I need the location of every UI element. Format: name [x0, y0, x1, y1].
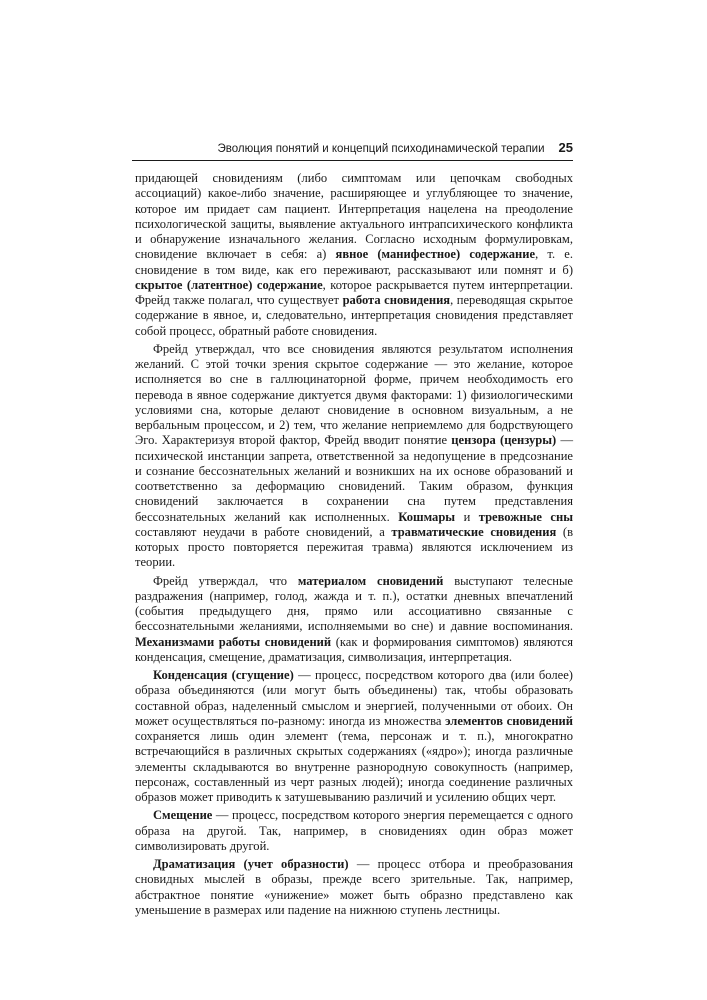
- page-body: [135, 171, 573, 921]
- running-header: [132, 140, 573, 161]
- text-run: придающей сновидениям (либо симптомам или цепочкам свободных ассоциаций) какое-либо значение, расширяющее и углубляющее то значение, которое им придает сам пациент. Интерпретация нацелена на преодоление психологической защиты, выявление актуального интрапсихического конфликта и обнаружение изначального желания. Согласно исходным формулировкам, сновидение включает в себя: а): [135, 171, 573, 262]
- paragraph-wish-fulfillment: [135, 342, 573, 571]
- text-run: (в которых просто повторяется пережитая травма) являются исключением из теории.: [135, 524, 573, 570]
- bold-term: тревожные сны: [478, 509, 574, 524]
- bold-term: Конденсация (сгущение): [153, 668, 294, 682]
- bold-term: материалом сновидений: [297, 573, 444, 588]
- text-run: — процесс отбора и преобразования сновидных мыслей в образы, прежде всего зрительные. Так, например, абстрактное понятие «унижение» может быть образно представлено как уменьшение в размерах или падение на нижнюю ступень лестницы.: [135, 857, 573, 917]
- paragraph-condensation: [135, 668, 573, 805]
- text-run: — процесс, посредством которого два (или более) образа объединяются (или могут быть объединены) так, чтобы образовать составной образ, наделенный смыслом и энергией, полученными от обоих. Он может осуществляться по-разному: иногда из множества: [135, 668, 573, 728]
- text-run: сохраняется лишь один элемент (тема, персонаж и т. п.), многократно встречающийся в различных скрытых содержаниях («ядро»); иногда различные элементы складываются во внутренне разнородную совокупность (например, персонаж, составленный из черт разных людей); иногда соединение различных образов может приводить к затушевыванию различий и усилению общих черт.: [135, 729, 573, 804]
- text-run: выступают телесные раздражения (например, голод, жажда и т. п.), остатки дневных впечатлений (события предыдущего дня, прямо или ассоциативно связанные с бессознательными желаниями, исполняемыми во сне) и давние воспоминания.: [135, 573, 573, 634]
- bold-term: Драматизация (учет образности): [153, 857, 349, 871]
- bold-term: Смещение: [153, 808, 213, 823]
- running-header-title: Эволюция понятий и концепций психодинамической терапии: [217, 143, 545, 155]
- text-run: (как и формирования симптомов) являются конденсация, смещение, драматизация, символизация, интерпретация.: [135, 634, 573, 664]
- paragraph-dream-material: [135, 574, 573, 666]
- bold-term: скрытое (латентное) содержание: [135, 277, 323, 292]
- bold-term: Кошмары: [398, 509, 456, 524]
- text-run: Фрейд утверждал, что: [153, 573, 298, 588]
- bold-term: работа сновидения: [342, 293, 451, 307]
- page-number: 25: [558, 140, 573, 155]
- text-run: , которое раскрывается путем интерпретации. Фрейд также полагал, что существует: [135, 277, 573, 307]
- text-run: составляют неудачи в работе сновидений, а: [135, 524, 392, 539]
- bold-term: травматические сновидения: [391, 524, 557, 539]
- text-run: — психической инстанции запрета, ответственной за недопущение в предсознание и сознание бессознательных желаний и возникших на их основе образований и соответственно за деформацию сновидений. Таким образом, функция сновидений заключается в сохранении сна путем представления бессознательных желаний как исполненных.: [135, 433, 574, 524]
- bold-term: элементов сновидений: [445, 713, 574, 728]
- paragraph-displacement: [135, 808, 573, 854]
- text-run: и: [455, 509, 479, 524]
- text-run: , переводящая скрытое содержание в явное, и, следовательно, интерпретация сновидения представляет собой процесс, обратный работе сновидения.: [135, 293, 573, 338]
- text-run: Фрейд утверждал, что все сновидения являются результатом исполнения желаний. С этой точки зрения скрытое содержание — это желание, которое исполняется во сне в галлюцинаторной форме, причем необходимость его перевода в явное содержание диктуется двумя факторами: 1) физиологическими условиями сна, которые делают сновидение в основном визуальным, а не вербальным процессом, и 2) тем, что желание неприемлемо для бодрствующего Эго. Характеризуя второй фактор, Фрейд вводит понятие: [135, 341, 573, 448]
- text-run: — процесс, посредством которого энергия перемещается с одного образа на другой. Так, например, в сновидениях один образ может символизировать другой.: [135, 808, 573, 853]
- paragraph-dramatization: [135, 857, 573, 918]
- paragraph-intro: [135, 171, 573, 339]
- text-run: , т. е. сновидение в том виде, как его переживают, рассказывают или помнят и б): [135, 247, 574, 277]
- bold-term: Механизмами работы сновидений: [135, 634, 332, 649]
- bold-term: цензора (цензуры): [451, 433, 557, 448]
- bold-term: явное (манифестное) содержание: [335, 247, 536, 262]
